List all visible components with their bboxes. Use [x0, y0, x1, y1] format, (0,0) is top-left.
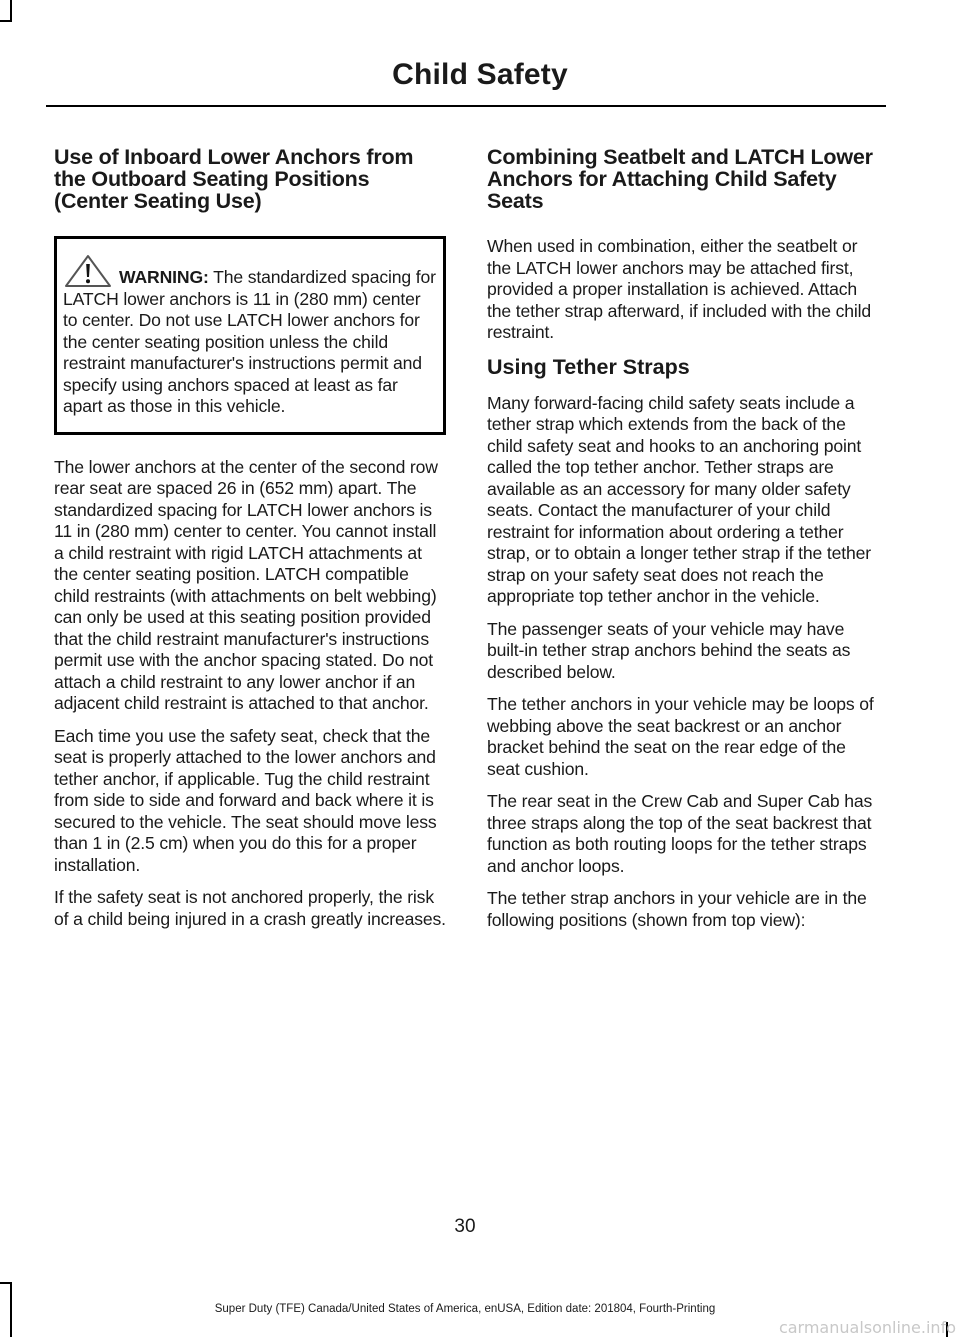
section-heading-combining-latch: Combining Seatbelt and LATCH Lower Anchors for Attaching Child Safety Seats — [487, 145, 873, 213]
paragraph: Each time you use the safety seat, check that the seat is properly attached to the lower anchors and tether anchor, if applicable. Tug the child restraint from side to side and forward and back where it is secured to the vehicle. The seat should move less than 1 in (2.5 cm) when you do this for a proper installation. — [54, 725, 437, 875]
warning-label: WARNING: — [119, 267, 209, 287]
page-title: Child Safety — [392, 58, 568, 91]
paragraph: The lower anchors at the center of the second row rear seat are spaced 26 in (652 mm) apart. The standardized spacing for LATCH lower anchors is 11 in (280 mm) center to center. You cannot install a child restraint with rigid LATCH attachments at the center seating position. LATCH compatible child restraints (with attachments on belt webbing) can only be used at this seating position provided that the child restraint manufacturer's instructions permit use with the anchor spacing stated. Do not attach a child restraint to any lower anchor if an adjacent child restraint is attached to that anchor. — [54, 456, 438, 713]
left-column — [54, 146, 446, 941]
crop-mark-top-left-h — [0, 20, 12, 22]
crop-mark-bottom-left-h — [0, 1282, 12, 1284]
header-divider — [46, 105, 886, 107]
paragraph: The tether anchors in your vehicle may be loops of webbing above the seat backrest or an anchor bracket behind the seat on the rear edge of the seat cushion. — [487, 694, 874, 779]
paragraph: If the safety seat is not anchored properly, the risk of a child being injured in a crash greatly increases. — [54, 887, 446, 929]
paragraph: The tether strap anchors in your vehicle are in the following positions (shown from top view): — [487, 888, 867, 930]
edition-footer: Super Duty (TFE) Canada/United States of America, enUSA, Edition date: 201804, Fourth-Printing — [214, 1303, 716, 1315]
paragraph: When used in combination, either the seatbelt or the LATCH lower anchors may be attached first, provided a proper installation is achieved. Attach the tether strap afterward, if included with the child restraint. — [487, 236, 872, 342]
page-number: 30 — [454, 1216, 476, 1237]
warning-text-block — [63, 267, 437, 418]
section-heading-center-seating: Use of Inboard Lower Anchors from the Outboard Seating Positions (Center Seating Use) — [54, 145, 414, 213]
right-column — [487, 146, 879, 942]
paragraph: Many forward-facing child safety seats include a tether strap which extends from the back of the child safety seat and hooks to an anchoring point called the top tether anchor. Tether straps are available as an accessory for many older safety seats. Contact the manufacturer of your child restraint for information about ordering a tether strap, or to obtain a longer tether strap if the tether strap on your safety seat does not reach the appropriate top tether anchor in the vehicle. — [487, 392, 871, 606]
paragraph: The passenger seats of your vehicle may have built-in tether strap anchors behind the seats as described below. — [487, 618, 851, 682]
warning-box — [54, 236, 446, 435]
warning-text: The standardized spacing for LATCH lower anchors is 11 in (280 mm) center to center. Do not use LATCH lower anchors for the center seating position unless the child restraint manufacturer's instructions permit and specify using anchors spaced at least as far apart as those in this vehicle. — [63, 267, 436, 416]
crop-mark-top-left-v — [10, 0, 12, 20]
paragraph: The rear seat in the Crew Cab and Super Cab has three straps along the top of the seat backrest that function as both routing loops for the tether straps and anchor loops. — [487, 791, 873, 876]
section-heading-tether-straps: Using Tether Straps — [487, 354, 690, 379]
watermark: carmanualsonline.info — [778, 1318, 956, 1337]
warning-triangle-icon — [63, 253, 113, 289]
